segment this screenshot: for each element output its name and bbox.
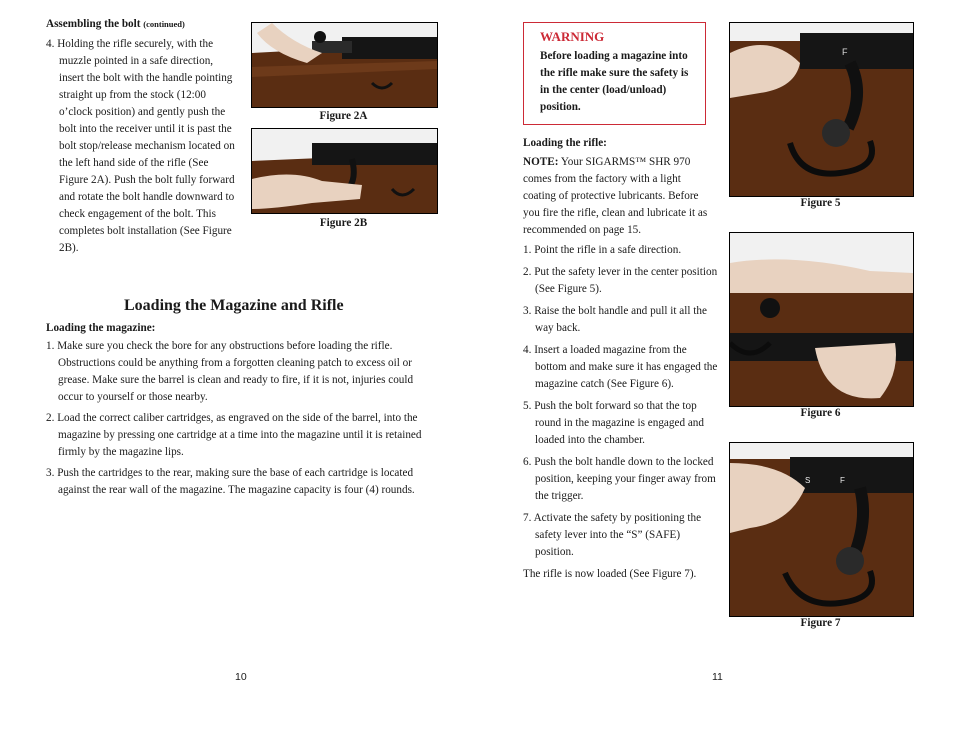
figure-7-marking-s: S [805,476,811,485]
list-item: 7. Activate the safety by positioning the safety lever into the “S” (SAFE) position. [523,512,702,558]
warning-box [523,22,706,125]
step-4-text: 4. Holding the rifle securely, with the muzzle pointed in a safe direction, insert the bolt with the handle pointing straight up from the stock (12:00 o’clock position) and gently push the bolt into the receiver until it is past the bolt stop/release mechanism located on the left hand side of the rifle (See Figure 2A). Push the bolt fully forward and rotate the bolt handle downward to check engagement of the bolt. This completes bolt installation (See Figure 2B). [46,38,235,254]
magazine-steps-list [46,338,438,503]
warning-text: Before loading a magazine into the rifle make sure the safety is in the center (load/unload) position. [540,50,689,113]
figure-6-caption: Figure 6 [800,407,841,419]
figure-2a-caption: Figure 2A [319,110,368,122]
heading-text: Assembling the bolt [46,18,141,30]
list-item: 6. Push the bolt handle down to the locked position, keeping your finger away from the trigger. [523,456,716,502]
page-number-left: 10 [235,671,247,683]
figure-6-illustration [730,233,913,406]
figure-2a-illustration [252,23,437,107]
figure-2b-illustration [252,129,437,213]
heading-note: (continued) [143,19,185,29]
list-item: 4. Insert a loaded magazine from the bottom and make sure it has engaged the magazine catch (See Figure 6). [523,344,718,390]
bolt-step-4 [46,36,236,257]
list-item: 3. Push the cartridges to the rear, making sure the base of each cartridge is located against the rear wall of the magazine. The magazine capacity is four (4) rounds. [46,467,415,496]
closing-text: The rifle is now loaded (See Figure 7). [523,568,697,580]
figure-5-marking: F [842,47,848,57]
list-item: 1. Point the rifle in a safe direction. [523,244,682,256]
figure-2b-photo [251,128,438,214]
rifle-note [523,154,708,239]
figure-7-illustration [730,443,913,616]
note-text: Your SIGARMS™ SHR 970 comes from the factory with a light coating of protective lubricants. Before you fire the rifle, clean and lubricate it as recommended on page 15. [523,156,708,236]
list-item: 2. Load the correct caliber cartridges, as engraved on the side of the barrel, into the magazine by pressing one cartridge at a time into the magazine until it is retained firmly by the magazine lips. [46,412,422,458]
warning-title: WARNING [540,29,605,44]
figure-7-caption: Figure 7 [800,617,841,629]
list-item: 2. Put the safety lever in the center position (See Figure 5). [523,266,718,295]
magazine-subheading: Loading the magazine: [46,322,156,334]
list-item: 5. Push the bolt forward so that the top round in the magazine is engaged and loaded into the chamber. [523,400,704,446]
figure-5-illustration [730,23,913,196]
page-number-right: 11 [712,671,723,683]
list-item: 3. Raise the bolt handle and pull it all the way back. [523,305,707,334]
section-title: Loading the Magazine and Rifle [124,297,344,314]
figure-5-caption: Figure 5 [800,197,841,209]
list-item: 1. Make sure you check the bore for any obstructions before loading the rifle. Obstructions could be anything from a forgotten cleaning patch to excess oil or grease. Make sure the barrel is clean and ready to fire, if it is not, injuries could occur to yourself or those nearby. [46,340,414,403]
figure-7-photo [729,442,914,617]
bolt-assembly-heading [46,18,185,30]
rifle-steps-list [523,242,718,588]
figure-2b-caption: Figure 2B [319,217,368,229]
rifle-subheading: Loading the rifle: [523,137,607,149]
figure-6-photo [729,232,914,407]
note-label: NOTE: [523,156,559,168]
figure-5-photo [729,22,914,197]
figure-2a-photo [251,22,438,108]
figure-7-marking-f: F [840,476,845,485]
